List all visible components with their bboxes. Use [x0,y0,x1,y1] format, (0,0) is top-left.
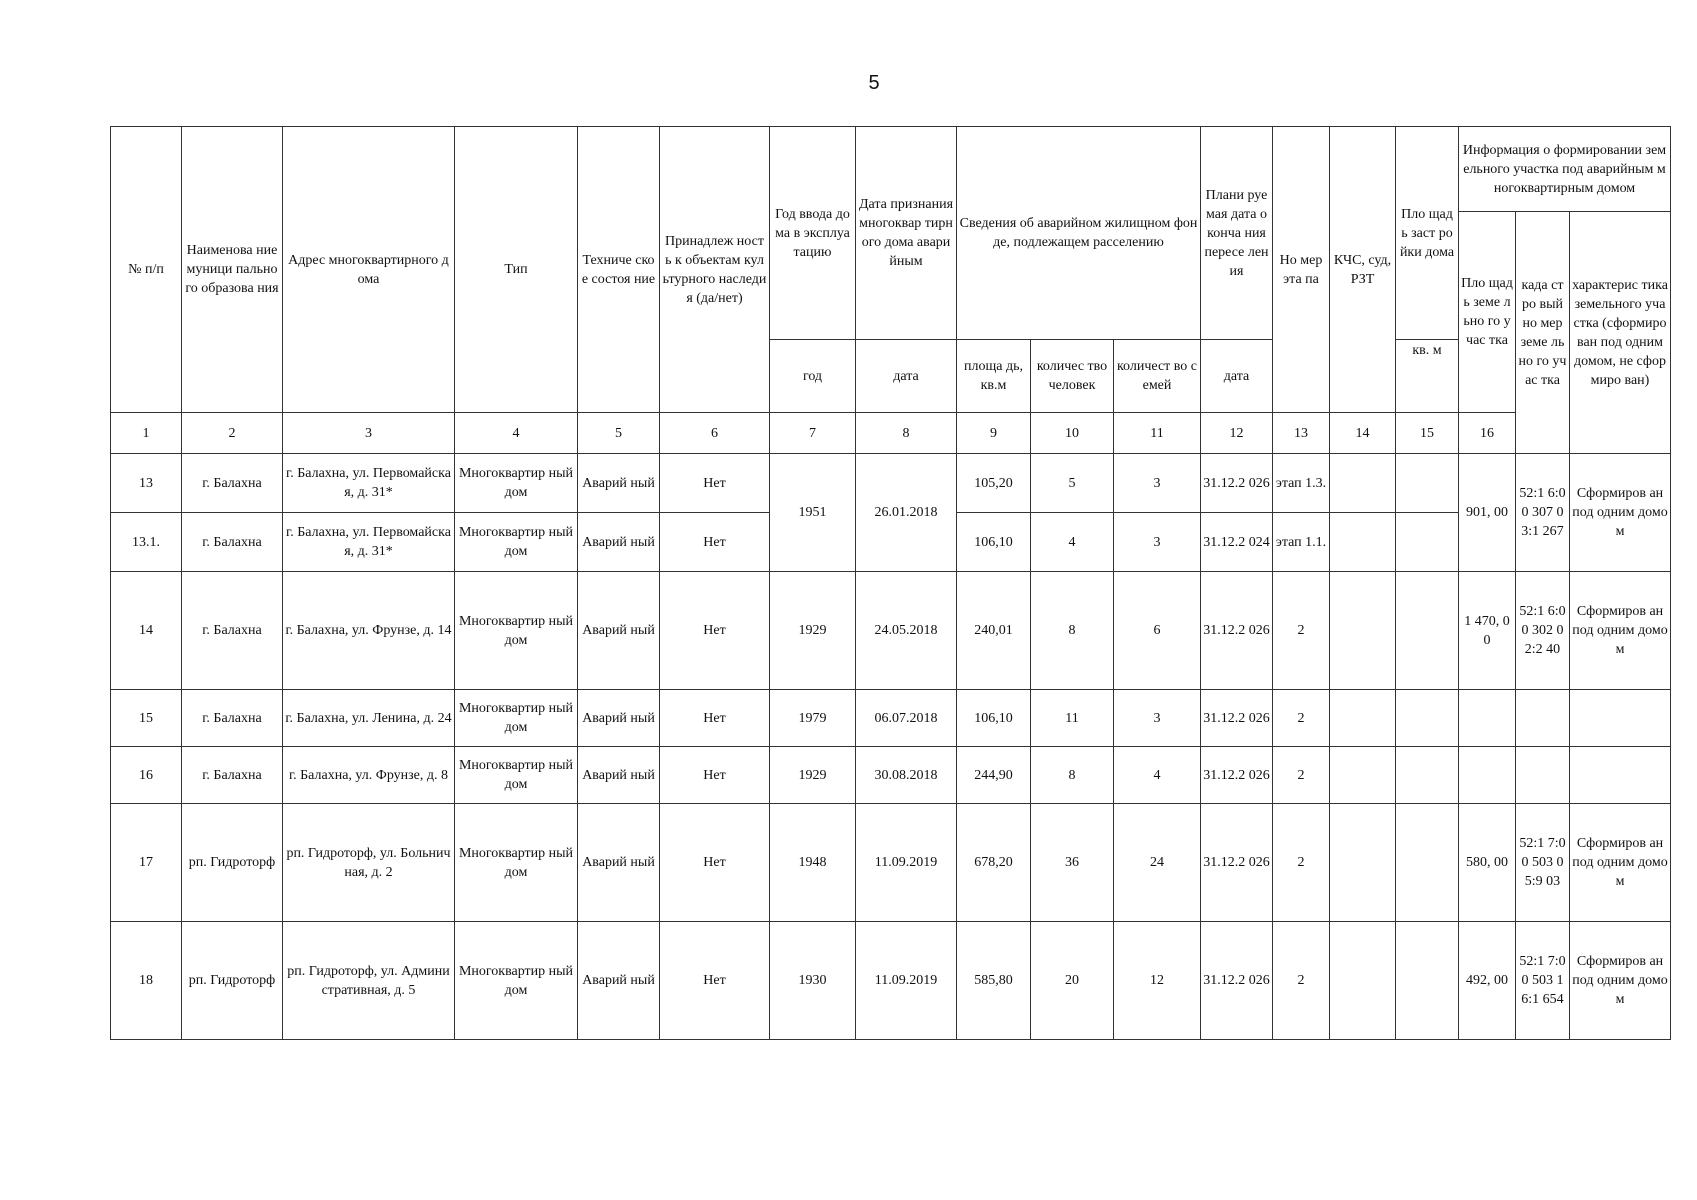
header-municipality: Наименова ние муници пального образова ния [182,127,283,413]
row-land-area [1459,747,1516,804]
subheader-area: площа дь, кв.м [957,340,1031,413]
row-num: 15 [111,690,182,747]
row-land-area: 901, 00 [1459,454,1516,572]
row-condition: Аварий ный [578,804,660,922]
row-people: 11 [1031,690,1114,747]
column-number: 6 [660,413,770,454]
row-type: Многоквартир ный дом [455,747,578,804]
table-row [111,690,1671,747]
row-municipality: г. Балахна [182,690,283,747]
subheader-year: год [770,340,856,413]
subheader-people: количес тво человек [1031,340,1114,413]
row-municipality: г. Балахна [182,513,283,572]
emergency-housing-table [110,126,1671,1040]
row-type: Многоквартир ный дом [455,572,578,690]
column-number: 11 [1114,413,1201,454]
row-condition: Аварий ный [578,690,660,747]
header-heritage: Принадлеж ность к объектам культурного наследия (да/нет) [660,127,770,413]
row-heritage: Нет [660,690,770,747]
row-families: 6 [1114,572,1201,690]
row-land-status [1570,690,1671,747]
row-condition: Аварий ный [578,747,660,804]
row-building-area [1396,804,1459,922]
row-heritage: Нет [660,804,770,922]
row-num: 13 [111,454,182,513]
row-families: 3 [1114,454,1201,513]
column-number: 4 [455,413,578,454]
column-number: 5 [578,413,660,454]
row-type: Многоквартир ный дом [455,513,578,572]
row-families: 24 [1114,804,1201,922]
row-type: Многоквартир ный дом [455,690,578,747]
row-land-area: 1 470, 00 [1459,572,1516,690]
header-condition: Техниче ское состоя ние [578,127,660,413]
subheader-resettle-date: дата [1201,340,1273,413]
row-address: рп. Гидроторф, ул. Административная, д. 5 [283,922,455,1040]
row-year: 1951 [770,454,856,572]
header-land-status: характерис тика земельного участка (сформиро ван под одним домом, не сформиро ван) [1570,212,1671,454]
header-date-declared: Дата признания многоквар тирного дома аварийным [856,127,957,340]
row-municipality: рп. Гидроторф [182,922,283,1040]
row-address: г. Балахна, ул. Ленина, д. 24 [283,690,455,747]
row-stage: 2 [1273,804,1330,922]
subheader-building-area: кв. м [1396,340,1459,413]
row-kchs [1330,747,1396,804]
row-date: 06.07.2018 [856,690,957,747]
row-families: 4 [1114,747,1201,804]
row-land-status: Сформиров ан под одним домом [1570,804,1671,922]
row-condition: Аварий ный [578,572,660,690]
header-resettlement-date: Плани руемая дата оконча ния пересе ления [1201,127,1273,340]
row-heritage: Нет [660,922,770,1040]
header-year-commissioned: Год ввода дома в эксплуа тацию [770,127,856,340]
row-people: 8 [1031,747,1114,804]
row-municipality: г. Балахна [182,747,283,804]
row-people: 4 [1031,513,1114,572]
header-stage: Но мер эта па [1273,127,1330,413]
row-building-area [1396,922,1459,1040]
row-area: 678,20 [957,804,1031,922]
column-number: 8 [856,413,957,454]
row-date: 30.08.2018 [856,747,957,804]
row-area: 106,10 [957,513,1031,572]
row-stage: 2 [1273,922,1330,1040]
row-resettle-date: 31.12.2 026 [1201,804,1273,922]
row-kchs [1330,690,1396,747]
row-date: 26.01.2018 [856,454,957,572]
header-num: № п/п [111,127,182,413]
row-address: г. Балахна, ул. Фрунзе, д. 14 [283,572,455,690]
row-area: 240,01 [957,572,1031,690]
row-address: г. Балахна, ул. Первомайская, д. 31* [283,454,455,513]
row-year: 1979 [770,690,856,747]
row-cadastral: 52:1 6:00 307 03:1 267 [1516,454,1570,572]
row-municipality: г. Балахна [182,454,283,513]
row-num: 13.1. [111,513,182,572]
column-number: 12 [1201,413,1273,454]
row-people: 5 [1031,454,1114,513]
row-land-status: Сформиров ан под одним домом [1570,922,1671,1040]
header-building-area: Пло щадь заст ройки дома [1396,127,1459,340]
table-row [111,572,1671,690]
row-kchs [1330,572,1396,690]
table-row [111,454,1671,513]
row-condition: Аварий ный [578,513,660,572]
row-date: 24.05.2018 [856,572,957,690]
table-row [111,804,1671,922]
row-land-area: 580, 00 [1459,804,1516,922]
row-type: Многоквартир ный дом [455,454,578,513]
row-stage: 2 [1273,572,1330,690]
row-resettle-date: 31.12.2 026 [1201,747,1273,804]
row-land-area: 492, 00 [1459,922,1516,1040]
row-type: Многоквартир ный дом [455,804,578,922]
header-type: Тип [455,127,578,413]
column-number: 10 [1031,413,1114,454]
column-number: 2 [182,413,283,454]
row-num: 17 [111,804,182,922]
row-resettle-date: 31.12.2 026 [1201,690,1273,747]
column-number: 7 [770,413,856,454]
row-cadastral [1516,690,1570,747]
row-municipality: г. Балахна [182,572,283,690]
row-cadastral: 52:1 7:00 503 05:9 03 [1516,804,1570,922]
row-families: 3 [1114,513,1201,572]
row-kchs [1330,804,1396,922]
row-families: 3 [1114,690,1201,747]
row-heritage: Нет [660,454,770,513]
row-condition: Аварий ный [578,454,660,513]
row-area: 585,80 [957,922,1031,1040]
header-land-area: Пло щадь земе льно го учас тка [1459,212,1516,413]
row-building-area [1396,454,1459,513]
table-row [111,922,1671,1040]
row-address: рп. Гидроторф, ул. Больничная, д. 2 [283,804,455,922]
column-number: 14 [1330,413,1396,454]
row-heritage: Нет [660,513,770,572]
row-area: 105,20 [957,454,1031,513]
row-people: 8 [1031,572,1114,690]
row-people: 20 [1031,922,1114,1040]
row-cadastral [1516,747,1570,804]
row-resettle-date: 31.12.2 026 [1201,922,1273,1040]
row-building-area [1396,572,1459,690]
row-address: г. Балахна, ул. Фрунзе, д. 8 [283,747,455,804]
row-municipality: рп. Гидроторф [182,804,283,922]
row-land-status [1570,747,1671,804]
row-stage: 2 [1273,747,1330,804]
header-cadastral: када стро вый но мер земе льно го учас тка [1516,212,1570,454]
subheader-date: дата [856,340,957,413]
row-num: 16 [111,747,182,804]
row-heritage: Нет [660,747,770,804]
header-housing-info: Сведения об аварийном жилищном фонде, подлежащем расселению [957,127,1201,340]
row-year: 1929 [770,747,856,804]
header-address: Адрес многоквартирного дома [283,127,455,413]
column-number: 9 [957,413,1031,454]
subheader-families: количест во семей [1114,340,1201,413]
row-year: 1929 [770,572,856,690]
row-building-area [1396,513,1459,572]
row-date: 11.09.2019 [856,804,957,922]
row-families: 12 [1114,922,1201,1040]
row-resettle-date: 31.12.2 026 [1201,572,1273,690]
column-number: 15 [1396,413,1459,454]
row-resettle-date: 31.12.2 024 [1201,513,1273,572]
row-stage: 2 [1273,690,1330,747]
row-condition: Аварий ный [578,922,660,1040]
row-address: г. Балахна, ул. Первомайская, д. 31* [283,513,455,572]
row-land-status: Сформиров ан под одним домом [1570,454,1671,572]
header-land-info: Информация о формировании земельного участка под аварийным многоквартирным домом [1459,127,1671,212]
row-kchs [1330,922,1396,1040]
column-number: 3 [283,413,455,454]
row-heritage: Нет [660,572,770,690]
row-num: 14 [111,572,182,690]
row-resettle-date: 31.12.2 026 [1201,454,1273,513]
column-number: 16 [1459,413,1516,454]
row-stage: этап 1.1. [1273,513,1330,572]
row-land-status: Сформиров ан под одним домом [1570,572,1671,690]
row-area: 106,10 [957,690,1031,747]
row-date: 11.09.2019 [856,922,957,1040]
header-kchs: КЧС, суд, РЗТ [1330,127,1396,413]
row-year: 1930 [770,922,856,1040]
row-building-area [1396,690,1459,747]
row-cadastral: 52:1 6:00 302 02:2 40 [1516,572,1570,690]
row-stage: этап 1.3. [1273,454,1330,513]
row-cadastral: 52:1 7:00 503 16:1 654 [1516,922,1570,1040]
page-number: 5 [868,72,880,94]
column-number: 13 [1273,413,1330,454]
row-kchs [1330,454,1396,513]
row-people: 36 [1031,804,1114,922]
row-num: 18 [111,922,182,1040]
row-building-area [1396,747,1459,804]
row-land-area [1459,690,1516,747]
row-kchs [1330,513,1396,572]
row-type: Многоквартир ный дом [455,922,578,1040]
row-area: 244,90 [957,747,1031,804]
column-number: 1 [111,413,182,454]
row-year: 1948 [770,804,856,922]
table-row [111,747,1671,804]
